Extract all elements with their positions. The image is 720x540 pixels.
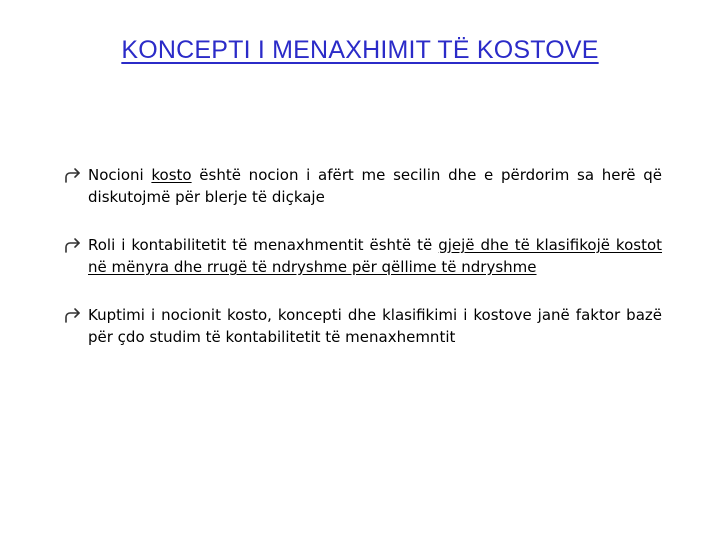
slide-title: KONCEPTI I MENAXHIMIT TË KOSTOVE <box>121 36 599 64</box>
bullet-item-3 <box>64 304 662 348</box>
bullet-text-pre: Kuptimi i nocionit kosto, koncepti dhe klasifikimi i kostove janë faktor bazë për çdo studim të kontabilitetit të menaxhemntit <box>88 306 662 346</box>
bullet-text-underlined: kosto <box>151 166 192 184</box>
bullet-item-2 <box>64 234 662 278</box>
bullet-text-underlined: gjejë dhe të klasifikojë kostot në mënyra dhe rrugë të ndryshme për qëllime të ndryshme <box>88 236 663 276</box>
arrow-bullet-icon <box>64 164 84 186</box>
bullet-text-pre: Nocioni <box>88 166 152 184</box>
arrow-bullet-icon <box>64 234 84 256</box>
bullet-text-pre: Roli i kontabilitetit të menaxhmentit është të <box>88 236 439 254</box>
bullet-item-1 <box>64 164 662 208</box>
bullet-text-post: është nocion i afërt me secilin dhe e përdorim sa herë që diskutojmë për blerje të diçkaje <box>88 166 663 206</box>
arrow-bullet-icon <box>64 304 84 326</box>
bullet-list <box>64 164 662 348</box>
